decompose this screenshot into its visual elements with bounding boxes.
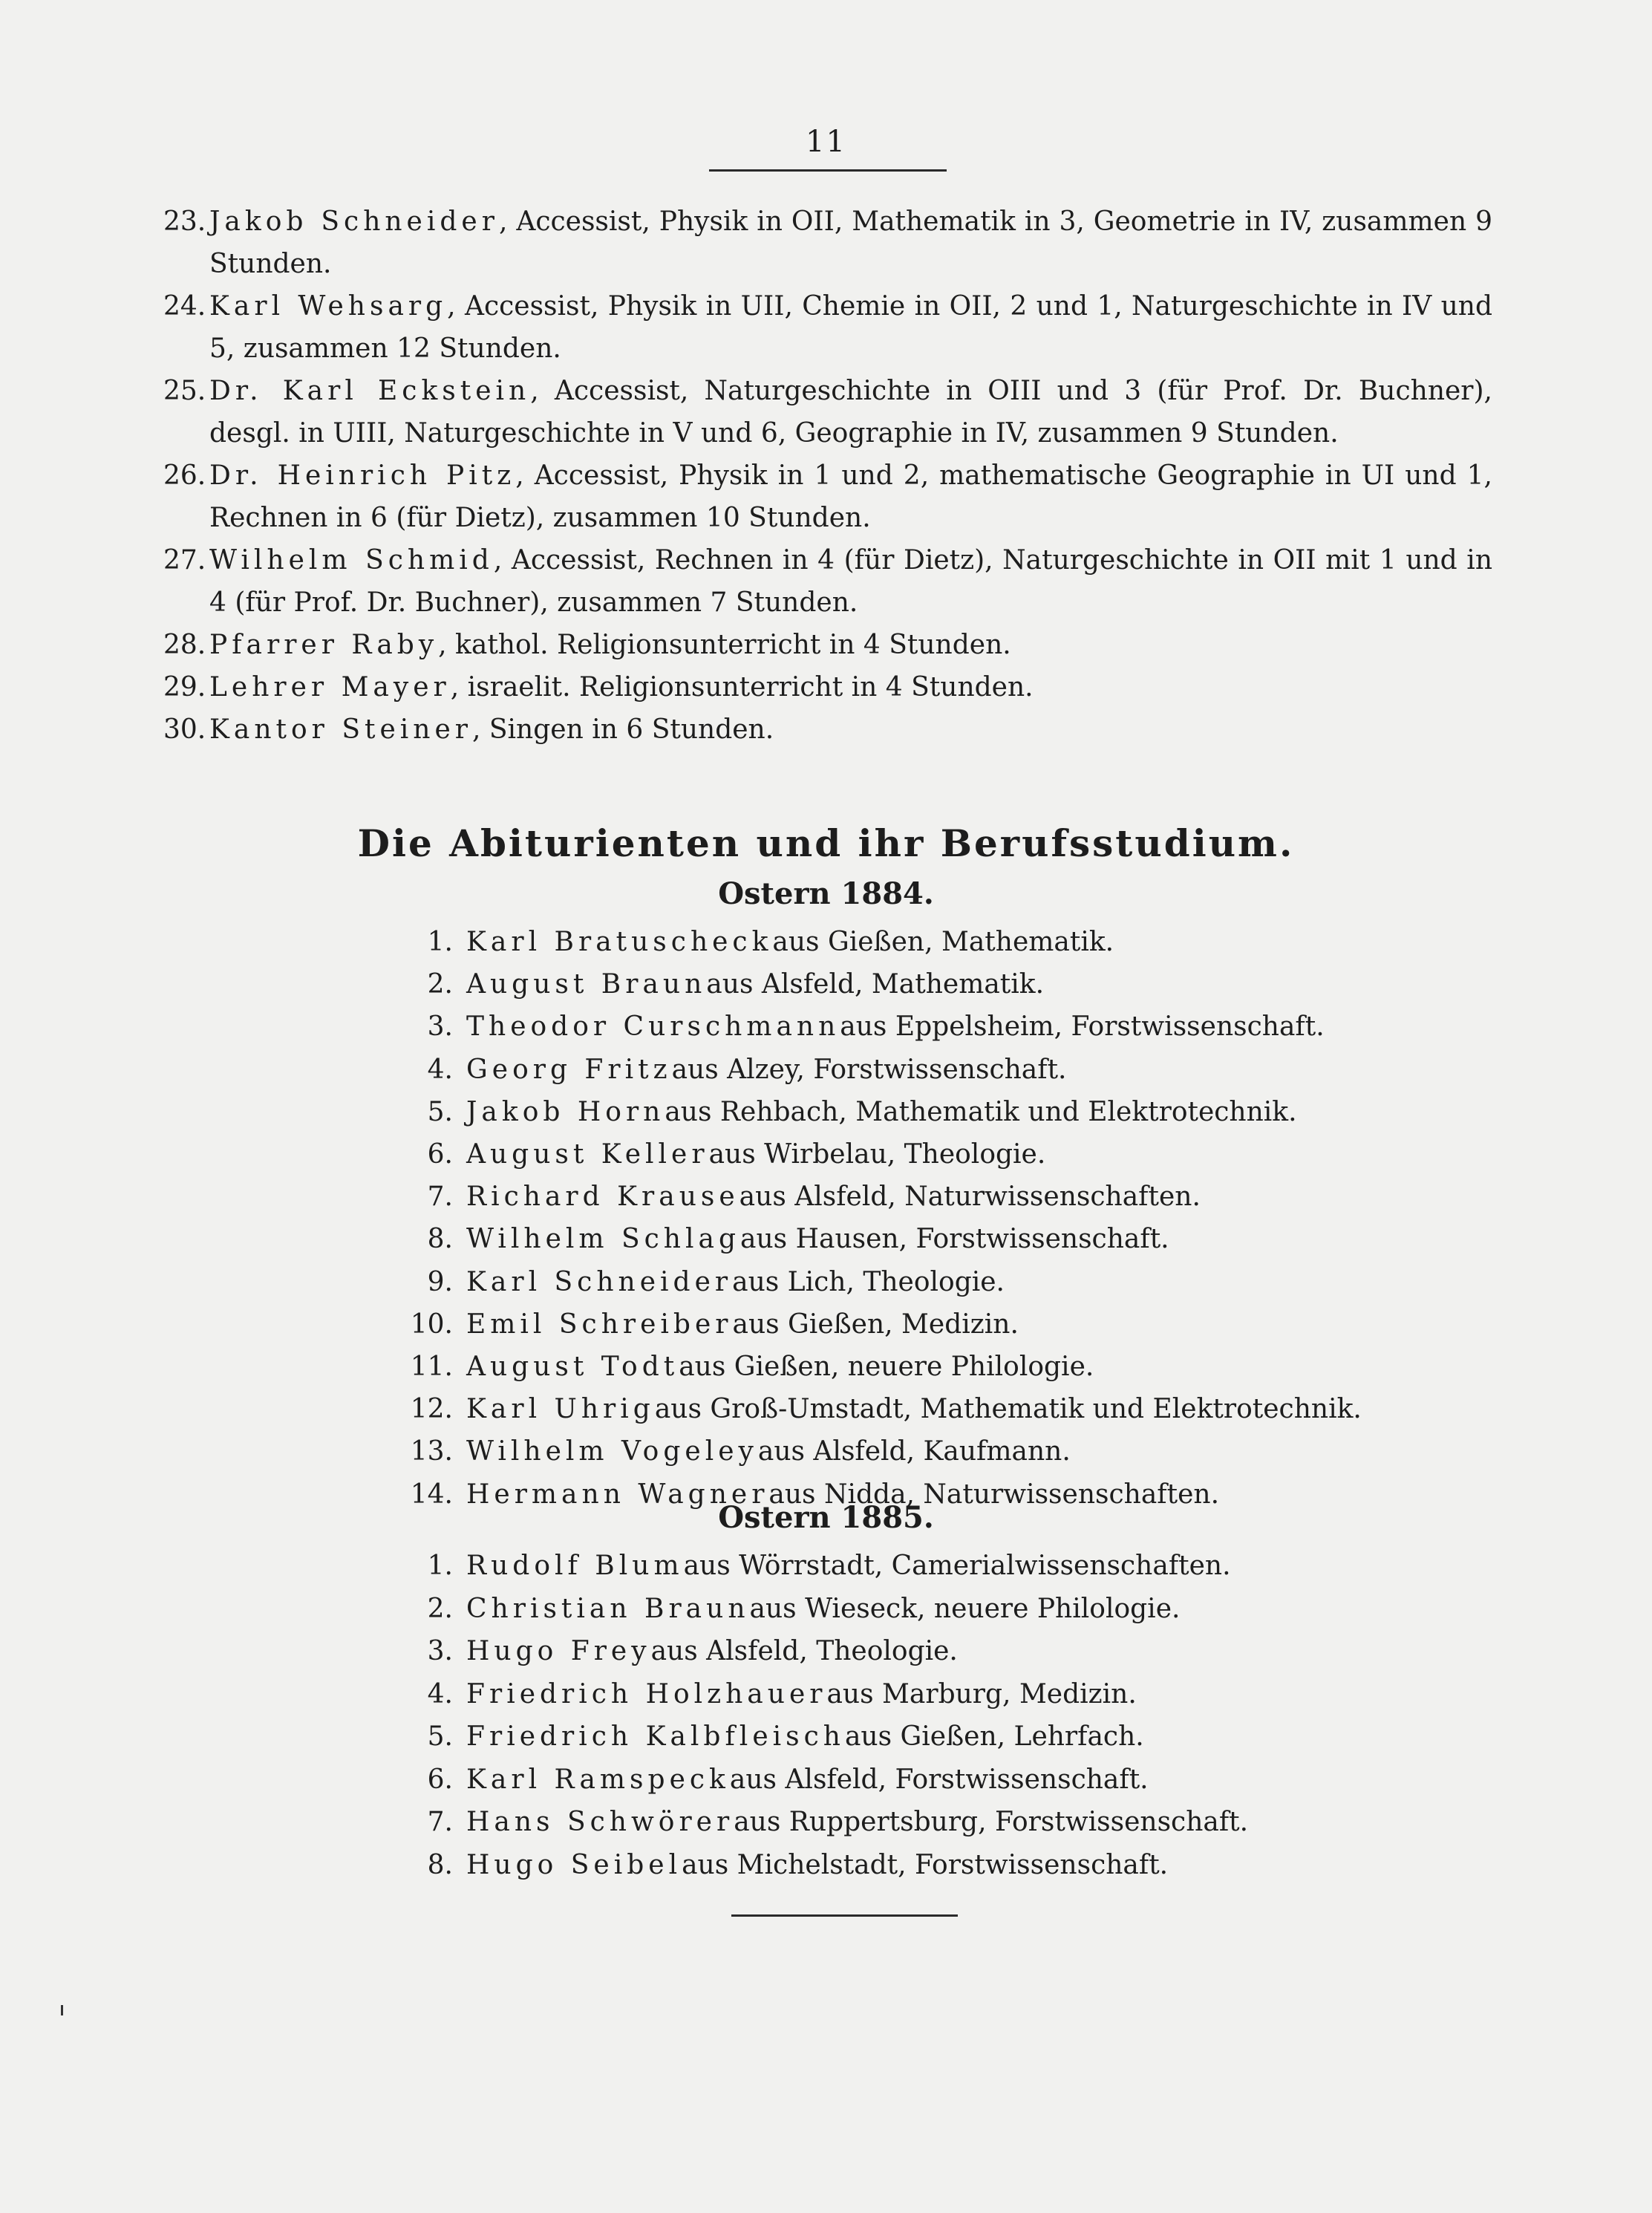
graduate-origin-study: aus Alsfeld, Kaufmann. [757,1436,1071,1467]
graduate-origin-study: aus Eppelsheim, Forstwissenschaft. [840,1011,1325,1043]
graduate-entry [401,1715,1515,1759]
graduate-entry [401,1801,1515,1844]
staff-entry-number: 30. [163,714,206,745]
graduate-origin-study: aus Lich, Theologie. [732,1266,1005,1297]
bottom-rule [731,1914,958,1917]
graduate-name: Hermann Wagner [466,1479,769,1510]
staff-entry-text [209,454,1492,539]
graduate-entry [401,1091,1515,1133]
graduate-name: August Braun [466,969,707,1000]
graduate-origin-study: aus Hausen, Forstwissenschaft. [740,1224,1169,1255]
graduate-entry [401,1844,1515,1887]
staff-entry [163,624,1492,666]
graduate-origin-study: aus Gießen, Lehrfach. [844,1721,1144,1752]
staff-name: Dr. Heinrich Pitz [209,460,516,491]
graduate-number: 3. [427,1011,453,1043]
graduate-number: 8. [427,1224,453,1255]
staff-entry [163,454,1492,539]
graduate-name: Friedrich Holzhauer [466,1678,827,1710]
graduate-name: Wilhelm Schlag [466,1224,741,1255]
graduate-entry [401,1545,1515,1588]
section-title: Die Abiturienten und ihr Berufsstudium. [357,821,1295,865]
graduate-number: 2. [427,969,453,1000]
graduate-entry [401,1049,1515,1091]
staff-name: Pfarrer Raby [209,630,439,660]
graduate-origin-study: aus Wieseck, neuere Philologie. [749,1593,1181,1624]
staff-list [163,201,1492,751]
staff-duties: , Accessist, Rechnen in 4 (für Dietz), Naturgeschichte in OII mit 1 und in 4 (für Prof. Dr. Buchner), zusammen 7 Stunden. [209,545,1493,618]
staff-entry-text [209,285,1492,370]
group-title-1884: Ostern 1884. [718,876,934,911]
graduate-number: 1. [427,1551,453,1581]
graduate-number: 12. [410,1394,453,1425]
graduate-name: Jakob Horn [466,1096,665,1127]
graduate-entry [401,1430,1515,1473]
staff-name: Karl Wehsarg [209,291,448,322]
graduate-number: 6. [427,1139,453,1170]
graduate-origin-study: aus Wörrstadt, Camerialwissenschaften. [683,1551,1231,1581]
graduate-origin-study: aus Groß-Umstadt, Mathematik und Elektrotechnik. [654,1394,1362,1425]
graduate-name: Hugo Frey [466,1636,651,1666]
graduate-number: 6. [427,1764,453,1795]
staff-duties: , israelit. Religionsunterricht in 4 Stunden. [450,672,1034,703]
staff-name: Dr. Karl Eckstein [209,376,531,406]
graduate-origin-study: aus Marburg, Medizin. [826,1678,1137,1710]
graduate-name: Karl Uhrig [466,1394,655,1425]
staff-entry-number: 23. [163,206,206,237]
staff-entry-number: 29. [163,672,206,703]
staff-entry-number: 26. [163,460,206,491]
staff-entry-text [209,370,1492,454]
staff-name: Lehrer Mayer [209,672,451,703]
graduate-origin-study: aus Michelstadt, Forstwissenschaft. [682,1849,1169,1880]
graduates-list-1885 [401,1545,1515,1886]
graduate-number: 8. [427,1849,453,1880]
graduate-entry [401,1388,1515,1430]
graduate-number: 7. [427,1807,453,1837]
staff-entry [163,285,1492,370]
graduate-entry [401,1303,1515,1346]
staff-entry-number: 27. [163,545,206,576]
staff-entry [163,370,1492,454]
graduate-number: 5. [427,1721,453,1752]
graduate-origin-study: aus Alsfeld, Forstwissenschaft. [729,1764,1149,1795]
graduate-name: Karl Ramspeck [466,1764,730,1795]
staff-entry-number: 25. [163,376,206,406]
staff-entry-text [209,201,1492,285]
staff-duties: , Accessist, Physik in OII, Mathematik in 3, Geometrie in IV, zusammen 9 Stunden. [209,206,1493,279]
group-title-1885: Ostern 1885. [718,1500,934,1535]
graduate-number: 11. [410,1352,453,1383]
graduate-number: 14. [410,1479,453,1510]
graduate-origin-study: aus Rehbach, Mathematik und Elektrotechnik. [665,1096,1297,1127]
graduate-number: 7. [427,1182,453,1213]
staff-duties: , Accessist, Naturgeschichte in OIII und 3 (für Prof. Dr. Buchner), desgl. in UIII, Naturgeschichte in V und 6, Geographie in IV, zusammen 9 Stunden. [209,376,1492,449]
graduate-origin-study: aus Alsfeld, Naturwissenschaften. [739,1182,1201,1213]
staff-entry [163,201,1492,285]
graduate-name: Karl Schneider [466,1266,733,1297]
graduate-name: Richard Krause [466,1182,740,1213]
graduate-entry [401,1630,1515,1673]
margin-mark [61,2005,63,2015]
staff-entry-number: 28. [163,630,206,660]
graduate-name: Wilhelm Vogeley [466,1436,758,1467]
staff-duties: , kathol. Religionsunterricht in 4 Stunden. [438,630,1011,660]
staff-name: Wilhelm Schmid [209,545,494,576]
graduate-number: 4. [427,1678,453,1710]
graduate-origin-study: aus Ruppertsburg, Forstwissenschaft. [734,1807,1249,1837]
graduate-origin-study: aus Alzey, Forstwissenschaft. [671,1054,1067,1085]
graduate-name: Karl Bratuscheck [466,927,773,957]
staff-entry-text [209,539,1492,624]
top-rule [709,169,947,172]
graduate-origin-study: aus Nidda, Naturwissenschaften. [768,1479,1220,1510]
staff-entry [163,666,1492,708]
graduate-number: 2. [427,1593,453,1624]
graduate-entry [401,1133,1515,1176]
graduates-list-1884 [401,921,1515,1516]
graduate-entry [401,1176,1515,1218]
graduate-entry [401,1759,1515,1802]
graduate-name: Hans Schwörer [466,1807,734,1837]
graduate-name: Georg Fritz [466,1054,672,1085]
graduate-origin-study: aus Gießen, neuere Philologie. [679,1352,1094,1383]
graduate-number: 9. [427,1266,453,1297]
staff-entry-number: 24. [163,291,206,322]
graduate-name: Rudolf Blum [466,1551,684,1581]
staff-duties: , Singen in 6 Stunden. [471,714,774,745]
graduate-number: 13. [410,1436,453,1467]
graduate-number: 5. [427,1096,453,1127]
graduate-entry [401,1346,1515,1388]
graduate-entry [401,1673,1515,1716]
graduate-origin-study: aus Gießen, Medizin. [732,1308,1019,1340]
graduate-origin-study: aus Alsfeld, Mathematik. [706,969,1045,1000]
graduate-origin-study: aus Gießen, Mathematik. [772,927,1114,957]
graduate-name: August Keller [466,1139,709,1170]
staff-duties: , Accessist, Physik in UII, Chemie in OII, 2 und 1, Naturgeschichte in IV und 5, zusammen 12 Stunden. [209,291,1492,364]
graduate-number: 3. [427,1636,453,1666]
graduate-entry [401,1006,1515,1048]
graduate-name: August Todt [466,1352,679,1383]
graduate-entry [401,921,1515,963]
page-number: 11 [806,125,846,159]
graduate-number: 4. [427,1054,453,1085]
staff-entry [163,708,1492,751]
staff-entry-text [209,624,1492,666]
staff-name: Jakob Schneider [209,206,499,237]
graduate-name: Theodor Curschmann [466,1011,840,1043]
staff-entry-text [209,708,1492,751]
graduate-entry [401,1261,1515,1303]
graduate-entry [401,1588,1515,1631]
staff-entry [163,539,1492,624]
graduate-name: Friedrich Kalbfleisch [466,1721,845,1752]
graduate-entry [401,963,1515,1006]
graduate-entry [401,1218,1515,1260]
staff-duties: , Accessist, Physik in 1 und 2, mathematische Geographie in UI und 1, Rechnen in 6 (für Dietz), zusammen 10 Stunden. [209,460,1492,533]
graduate-name: Christian Braun [466,1593,750,1624]
graduate-origin-study: aus Wirbelau, Theologie. [708,1139,1046,1170]
graduate-number: 10. [410,1308,453,1340]
staff-name: Kantor Steiner [209,714,472,745]
graduate-name: Hugo Seibel [466,1849,682,1880]
staff-entry-text [209,666,1492,708]
graduate-number: 1. [427,927,453,957]
graduate-origin-study: aus Alsfeld, Theologie. [650,1636,958,1666]
graduate-name: Emil Schreiber [466,1308,733,1340]
